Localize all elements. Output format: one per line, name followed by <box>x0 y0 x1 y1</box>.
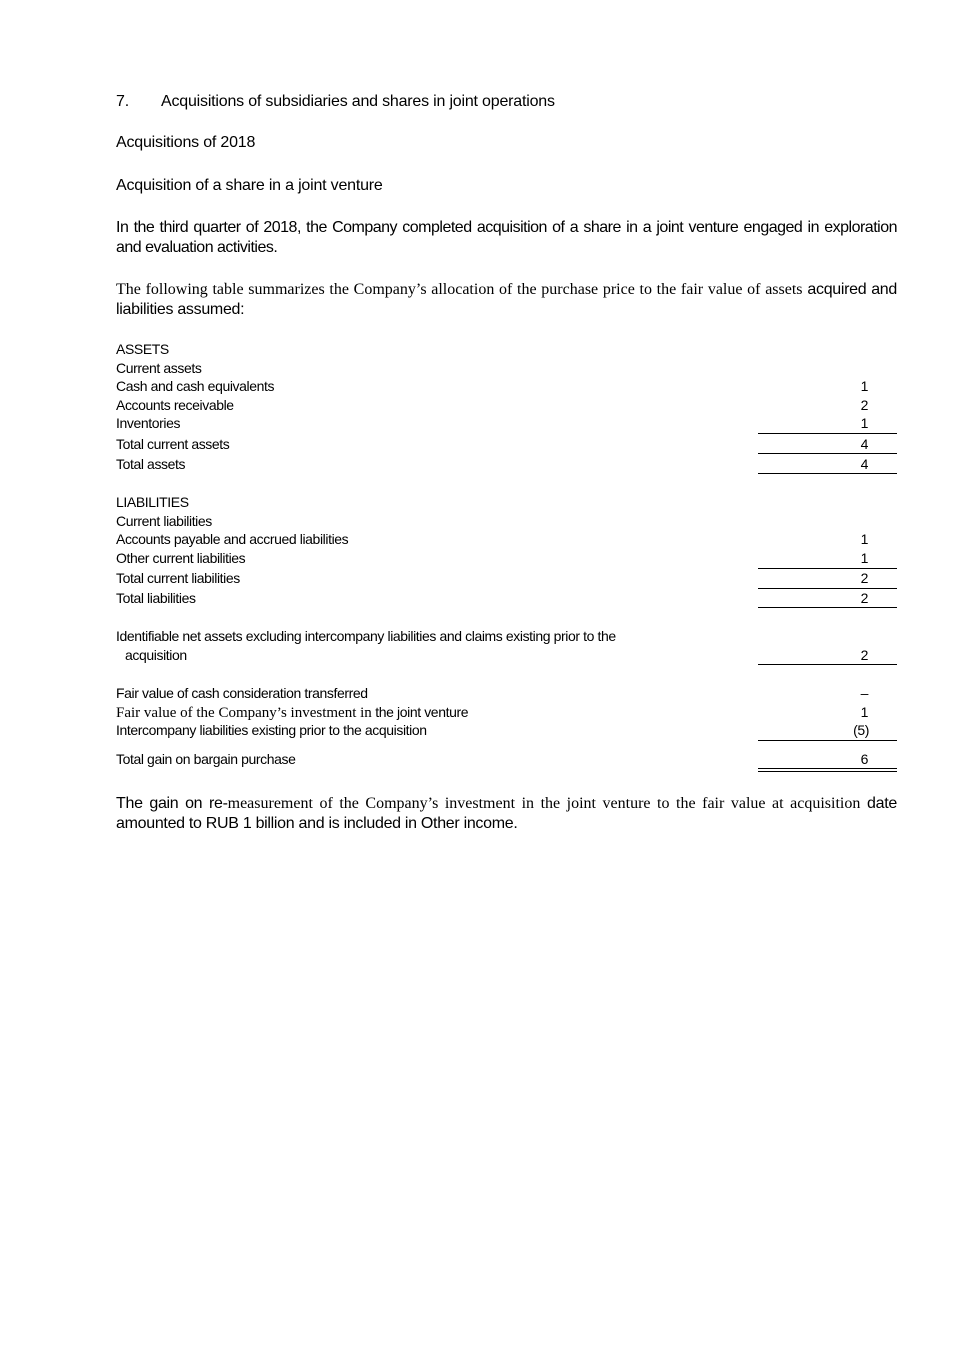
row-value: 1 <box>860 531 868 547</box>
net-assets-row-line1 <box>116 628 897 647</box>
table-intro-text-1: The following table summarizes the Company’s allocation of the purchase price to the fair value of assets <box>116 281 803 298</box>
closing-text-2: measurement of the Company’s investment in the joint venture to the fair value at acquisition <box>227 795 861 812</box>
row-label: Other current liabilities <box>116 550 246 566</box>
row-label: Accounts receivable <box>116 397 234 413</box>
total-rule <box>758 607 897 608</box>
row-value: 2 <box>860 647 868 663</box>
row-label: Accounts payable and accrued liabilities <box>116 531 349 547</box>
row-label: Total liabilities <box>116 590 196 606</box>
section-title: Acquisitions of subsidiaries and shares in joint operations <box>161 93 555 110</box>
row-value: (5) <box>853 722 869 738</box>
closing-text-3: date amounted to RUB 1 billion and is included in Other income. <box>116 795 897 832</box>
row-value: 6 <box>860 751 868 767</box>
subtotal-rule <box>758 433 897 434</box>
row-label: Total assets <box>116 456 186 472</box>
row-value: 2 <box>860 397 868 413</box>
subtotal-rule <box>758 588 897 589</box>
section-number: 7. <box>116 93 129 110</box>
row-value: 1 <box>860 704 868 720</box>
assets-heading <box>116 341 897 360</box>
subtotal-rule <box>758 453 897 454</box>
row-value: 4 <box>860 436 868 452</box>
subtotal-rule <box>758 740 897 741</box>
row-label: Cash and cash equivalents <box>116 378 275 394</box>
row-value: 1 <box>860 378 868 394</box>
row-value: 2 <box>860 590 868 606</box>
section-heading <box>116 93 555 111</box>
row-label: Intercompany liabilities existing prior to the acquisition <box>116 722 427 738</box>
row-label: Total current assets <box>116 436 230 452</box>
intro-paragraph: In the third quarter of 2018, the Company completed acquisition of a share in a joint venture engaged in exploration and evaluation activities. <box>116 219 897 256</box>
row-value: – <box>860 685 868 701</box>
row-value: 4 <box>860 456 868 472</box>
table-row <box>116 685 897 704</box>
subheading: Acquisitions of 2018 <box>116 134 256 151</box>
closing-text-1: The gain on re- <box>116 795 228 812</box>
row-label: Identifiable net assets excluding intercompany liabilities and claims existing prior to the <box>116 628 616 644</box>
row-label: Total current liabilities <box>116 570 240 586</box>
current-assets-heading <box>116 360 897 379</box>
row-label: Fair value of cash consideration transferred <box>116 685 368 701</box>
row-label-rest: the joint venture <box>371 704 469 720</box>
table-row <box>116 722 897 741</box>
assets-heading-text: ASSETS <box>116 341 169 357</box>
current-assets-heading-text: Current assets <box>116 360 202 376</box>
closing-paragraph <box>116 794 897 834</box>
row-label <box>116 704 468 722</box>
row-value: 1 <box>860 415 868 431</box>
total-current-liabilities-row <box>116 570 897 589</box>
liabilities-heading <box>116 494 897 513</box>
row-value: 1 <box>860 550 868 566</box>
double-total-rule <box>758 768 897 772</box>
liabilities-heading-text: LIABILITIES <box>116 494 189 510</box>
table-row <box>116 378 897 397</box>
table-row <box>116 415 897 434</box>
subtotal-rule <box>758 568 897 569</box>
table-row <box>116 397 897 416</box>
current-liabilities-heading <box>116 513 897 532</box>
table-row <box>116 550 897 569</box>
total-rule <box>758 473 897 474</box>
row-label: Total gain on bargain purchase <box>116 751 296 767</box>
total-rule <box>758 664 897 665</box>
row-value: 2 <box>860 570 868 586</box>
current-liabilities-heading-text: Current liabilities <box>116 513 212 529</box>
row-label: acquisition <box>125 647 187 663</box>
table-row <box>116 531 897 550</box>
subsubheading: Acquisition of a share in a joint venture <box>116 177 383 194</box>
table-row <box>116 704 897 723</box>
table-intro-paragraph <box>116 280 897 320</box>
row-label: Inventories <box>116 415 181 431</box>
table-intro-text-2: acquired and liabilities assumed: <box>116 281 898 318</box>
row-label-serif: Fair value of the Company’s investment in <box>116 705 372 721</box>
